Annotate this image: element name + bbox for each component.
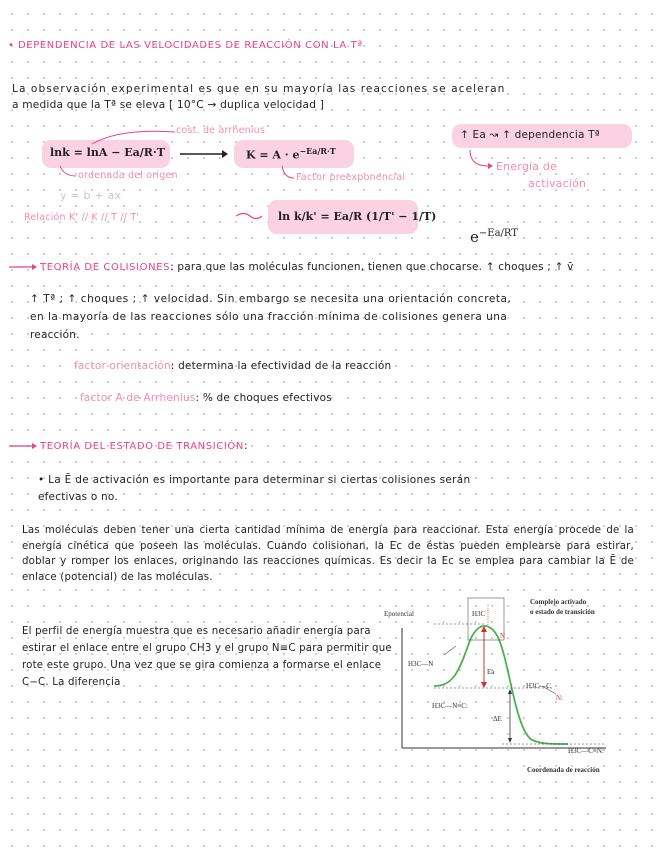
product-side-label: H3C—C xyxy=(526,682,551,690)
collisions-arrow xyxy=(8,262,38,272)
exp-note-power: −Ea/RT xyxy=(478,228,518,239)
ts-molecule-n: N xyxy=(500,632,506,640)
relation-label: Relación K' // K // T // T' xyxy=(24,212,140,223)
factor-arrhenius-item xyxy=(80,392,332,404)
transition-heading: TEORÍA DEL ESTADO DE TRANSICIÓN xyxy=(40,441,244,452)
exp-formula-power: −Ea/R·T xyxy=(299,146,336,156)
factor-arrhenius-label: factor A de Arrhenius xyxy=(80,392,196,404)
energy-arrow xyxy=(466,148,496,172)
ratio-formula: ln k/k' = Ea/R (1/T' − 1/T) xyxy=(278,210,437,223)
label-arrhenius-constant: cost. de arrhenius xyxy=(176,125,266,136)
factor-orientation-label: factor orientación xyxy=(74,360,171,372)
factor-orientation-text: : determina la efectividad de la reacción xyxy=(170,360,392,372)
reactant-bond xyxy=(444,646,456,655)
transition-paragraph-2: El perfil de energía muestra que es necesario añadir energía para estirar el enlace entre el grupo CH3 y el grupo N≡C para permitir que rote este grupo. Una vez que se gira comienza a formarse el enlace C−C. La diferencia xyxy=(22,626,392,688)
intro-line-2: a medida que la Tª se eleva [ 10°C → duplica velocidad ] xyxy=(12,99,325,111)
chart-x-label: Coordenada de reacción xyxy=(527,766,600,774)
exp-formula-base: K = A · e xyxy=(246,148,300,162)
collisions-line-1 xyxy=(40,261,574,273)
transition-bullet-line-1: • La Ē de activación es importante para determinar si ciertas colisiones serán xyxy=(38,474,471,486)
ea-label: Ea xyxy=(487,668,495,676)
factor-arrhenius-text: : % de choques efectivos xyxy=(195,392,332,404)
collisions-line-4: reacción. xyxy=(30,329,80,341)
exp-note xyxy=(470,228,518,246)
collisions-line-2: ↑ Tª ; ↑ choques ; ↑ velocidad. Sin embargo se necesita una orientación concreta, xyxy=(30,293,512,305)
intro-line-1: La observación experimental es que en su mayoría las reacciones se aceleran xyxy=(12,83,506,95)
reactant-label: H3C—N≡C: xyxy=(432,702,468,710)
de-label: ΔE xyxy=(493,715,502,723)
product-side-n: N: xyxy=(556,694,563,702)
complex-label-1: Complejo activado xyxy=(530,598,587,606)
dependency-text: ↑ Ea ↝ ↑ dependencia Tª xyxy=(460,129,600,141)
transition-heading-row xyxy=(40,440,248,452)
arrow-to-ratio xyxy=(234,210,264,222)
collisions-heading: TEORÍA DE COLISIONES xyxy=(40,262,171,273)
transition-paragraph-1: Las moléculas deben tener una cierta cantidad mínima de energía para reaccionar. Esta energía procede de la energía cinética que poseen las moléculas. Cuando colisionan, la Ec de éstas pueden emplearse para estirar, doblar y romper los enlaces, originando las reacciones químicas. Es decir la Ec se emplea para cambiar la Ē de enlace (potencial) de las moléculas. xyxy=(22,525,634,583)
collisions-line-3: en la mayoría de las reacciones sólo una fracción mínima de colisiones genera una xyxy=(30,311,508,323)
factor-orientation-item xyxy=(74,360,391,372)
section-bullet: • xyxy=(8,40,15,51)
linear-equation: y = b + ax xyxy=(60,189,122,202)
complex-label-2: o estado de transición xyxy=(530,608,595,616)
product-label: H3C—C≡N: xyxy=(568,747,604,755)
label-origin: ordenada del origen xyxy=(78,170,178,181)
transition-arrow xyxy=(8,441,38,451)
collisions-line-1-text: : para que las moléculas funcionen, tienen que chocarse. ↑ choques ; ↑ v̄ xyxy=(170,261,574,273)
exp-note-base: e xyxy=(470,228,479,246)
activation-energy-label-1: Energía de xyxy=(496,160,558,173)
ln-formula: lnk = lnA − Ea/R·T xyxy=(50,146,165,159)
transition-bullet-line-2: efectivas o no. xyxy=(38,491,118,503)
transition-heading-colon: : xyxy=(243,440,248,452)
reactant-side-label: H3C—N xyxy=(408,660,434,668)
ts-molecule-label: H3C xyxy=(472,610,486,618)
page-title: DEPENDENCIA DE LAS VELOCIDADES DE REACCIÓN CON LA Tª xyxy=(18,40,363,51)
activation-energy-label-2: activación xyxy=(528,177,587,190)
chart-y-label: Epotencial xyxy=(384,610,414,618)
label-preexponential: Factor preexponencial xyxy=(296,172,406,183)
